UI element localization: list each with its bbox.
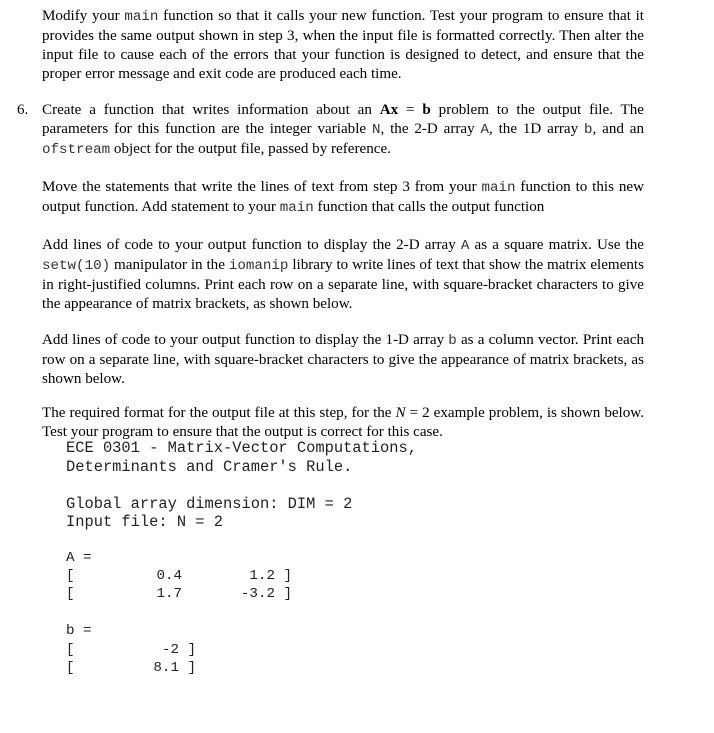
text-run: Move the statements that write the lines of text from step 3 from your	[42, 179, 482, 195]
text-run: library to write lines of text that show the matrix elements in right-justified columns. Print each row on a separate line, with square-bracket characters to give the appearance of matrix brackets, as shown below.	[42, 257, 644, 312]
vector-paragraph	[42, 331, 644, 389]
output-input-line: Input file: N = 2	[66, 513, 224, 531]
matrix-row-1-col-2: -3.2 ]	[240, 586, 292, 602]
step6-paragraph	[42, 101, 644, 160]
step-number: 6.	[17, 102, 29, 118]
matrix-label: A =	[66, 550, 92, 566]
text-run: function that calls the output function	[313, 199, 545, 215]
code-n: N	[371, 122, 381, 138]
text-run: =	[398, 102, 423, 118]
text-run: function to this new output function. Add statement to your	[42, 179, 645, 215]
text-run: Modify your	[42, 8, 125, 24]
vector-label: b =	[66, 623, 92, 639]
vector-row-0-open: [	[66, 642, 75, 658]
text-run: manipulator in the	[110, 257, 229, 273]
text-run: object for the output file, passed by reference.	[110, 141, 391, 157]
code-ofstream: ofstream	[42, 142, 111, 158]
matrix-row-0-open: [	[66, 568, 75, 584]
code-main: main	[481, 180, 516, 196]
output-header-line1: ECE 0301 - Matrix-Vector Computations,	[66, 439, 417, 457]
text-run: problem to the output file. The parameters for this function are the integer variable	[42, 102, 645, 137]
code-iomanip: iomanip	[228, 258, 289, 274]
code-a: A	[480, 122, 489, 138]
ax-bold: Ax	[379, 102, 399, 118]
code-main: main	[124, 9, 159, 25]
matrix-paragraph	[42, 236, 644, 314]
vector-row-1-open: [	[66, 660, 75, 676]
matrix-row-1-open: [	[66, 586, 75, 602]
text-run: , the 2-D array	[380, 121, 481, 137]
text-run: , and an	[592, 121, 644, 137]
intro-paragraph	[42, 7, 644, 84]
format-paragraph	[42, 404, 644, 442]
b-bold: b	[422, 102, 431, 118]
text-run: Add lines of code to your output function to display the 2-D array	[42, 237, 461, 253]
text-run: The required format for the output file at this step, for the	[42, 405, 396, 421]
output-header-line2: Determinants and Cramer's Rule.	[66, 458, 353, 476]
code-b: b	[584, 122, 593, 138]
text-run: as a column vector. Print each row on a separate line, with square-bracket characters to give the appearance of matrix brackets, as shown below.	[42, 332, 644, 387]
output-dim-line: Global array dimension: DIM = 2	[66, 495, 353, 513]
code-b: b	[448, 333, 457, 349]
vector-row-1-col-1: 8.1 ]	[153, 660, 196, 676]
code-a: A	[460, 238, 470, 254]
text-run: function so that it calls your new function. Test your program to ensure that it provides the same output shown in step 3, when the input file is formatted correctly. Then alter the input file to cause each of the errors that your function is designed to detect, and ensure that the proper error message and exit code are produced each time.	[42, 8, 644, 82]
text-run: = 2 example problem, is shown below. Test your program to ensure that the output is correct for this case.	[42, 405, 644, 440]
text-run: Add lines of code to your output function to display the 1-D array	[42, 332, 449, 348]
text-run: as a square matrix. Use the	[469, 237, 645, 253]
matrix-row-1-col-1: 1.7	[156, 586, 182, 602]
n-italic: N	[395, 405, 406, 421]
move-paragraph	[42, 178, 644, 218]
matrix-row-0-col-2: 1.2 ]	[249, 568, 292, 584]
code-main: main	[279, 200, 314, 216]
code-setw: setw(10)	[42, 258, 111, 274]
vector-row-0-col-1: -2 ]	[161, 642, 196, 658]
text-run: Create a function that writes information about an	[42, 102, 380, 118]
matrix-row-0-col-1: 0.4	[156, 568, 182, 584]
text-run: , the 1D array	[489, 121, 584, 137]
